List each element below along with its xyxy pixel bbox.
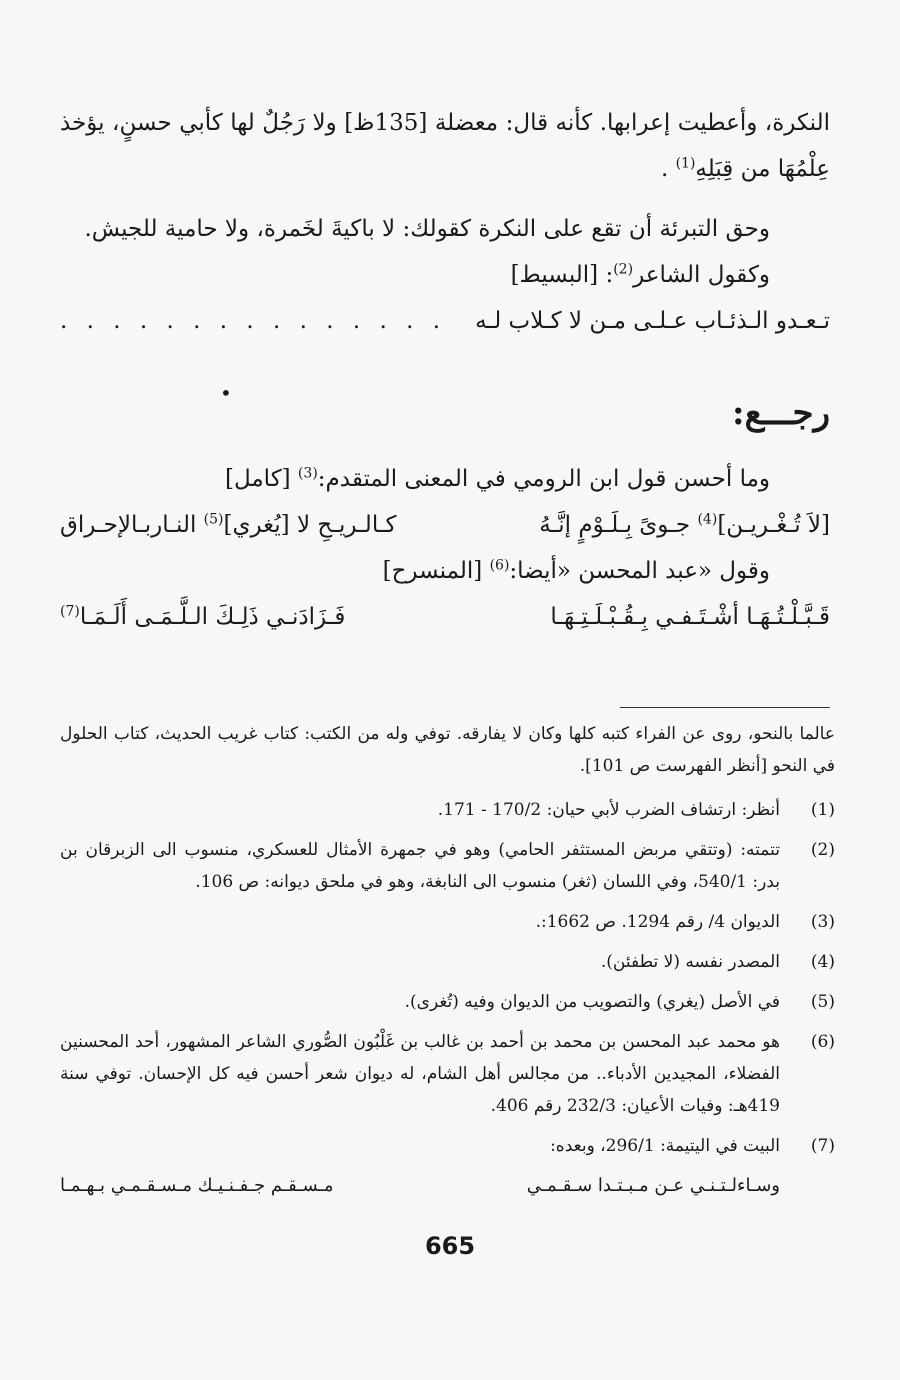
paragraph-3 [60, 252, 830, 298]
verse-3-second-text: فَـزَادَنـي ذَلِـكَ الـلَّـمَـى أَلَـمَـا [79, 604, 346, 630]
footnote-2 [60, 834, 835, 898]
footnote-6 [60, 1026, 835, 1122]
footnote-ref-4[interactable]: (4) [697, 511, 718, 528]
paragraph-4 [60, 456, 830, 502]
verse-3-second-hemistich [60, 594, 345, 640]
footnote-text: البيت في اليتيمة: 296/1، وبعده: [550, 1136, 780, 1156]
footnote-text: في الأصل (يغري) والتصويب من الديوان وفيه (تُغرى). [404, 992, 780, 1012]
footnote-number: (5) [810, 992, 835, 1012]
meter-label-kamil: [كامل] [224, 466, 298, 492]
footnote-verse [60, 1170, 835, 1202]
footnote-separator [620, 707, 830, 708]
footnote-ref-6[interactable]: (6) [489, 557, 510, 574]
verse-2-first-b: جـوىً بِـلَـوْمٍ إنَّـهُ [539, 512, 698, 538]
footnote-number: (7) [810, 1136, 835, 1156]
paragraph-4-text: وما أحسن قول ابن الرومي في المعنى المتقدم: [317, 466, 770, 492]
paragraph-1 [60, 100, 830, 192]
footnote-ref-7[interactable]: (7) [60, 603, 80, 620]
verse-1-hemistich: تـعـدو الـذئـاب عـلـى مـن لا كـلاب لـه [475, 308, 830, 334]
footnote-7 [60, 1130, 835, 1162]
footnote-ref-5[interactable]: (5) [203, 511, 224, 528]
footnote-3 [60, 906, 835, 938]
footnote-number: (6) [810, 1032, 835, 1052]
footnote-verse-first-hemistich: وسـاءلـتـنـي عـن مـبـتـدا سـقـمـي [526, 1175, 780, 1196]
paragraph-5-text: وقول «عبد المحسن «أيضا: [509, 558, 770, 584]
section-heading: رجـــع: [732, 393, 830, 433]
footnote-text: الديوان 4/ رقم 1294. ص 1662:. [535, 912, 780, 932]
footnotes [60, 718, 835, 1202]
verse-2-second-a: كـالـريـحِ لا [يُغري] [223, 512, 397, 538]
meter-label-basit: : [البسيط] [510, 262, 614, 288]
footnote-verse-second-hemistich: مـسـقـم جـفـنـيـك مـسـقـمـي بـهـمـا [60, 1175, 334, 1196]
paragraph-1-text: النكرة، وأعطيت إعرابها. كأنه قال: معضلة [135ظ] ولا رَجُلٌ لها كأبي حسنٍ، يؤخذ عِلْمُهَا من قِبَلِهِ [60, 110, 830, 182]
footnote-text: هو محمد عبد المحسن بن محمد بن أحمد بن غالب بن غَلْبُون الصُّوري الشاعر المشهور، أحد المحسنين الفضلاء، المجيدين الأدباء.. من مجالس أهل الشام، له ديوان شعر أحسن فيه كل الإحسان. توفي سنة 419هـ: وفيات الأعيان: 232/3 رقم 406. [60, 1032, 780, 1116]
footnote-text: تتمته: (وتتقي مربض المستثفر الحامي) وهو في جمهرة الأمثال للعسكري، منسوب الى الزبرقان بن بدر: 540/1، وفي اللسان (ثغر) منسوب الى النابغة، وهو في ملحق ديوانه: ص 106. [60, 840, 780, 892]
page-number: 665 [424, 1232, 476, 1260]
footnote-continuation: عالما بالنحو، روى عن الفراء كتبه كلها وكان لا يفارقه. توفي وله من الكتب: كتاب غريب الحديث، كتاب الحلول في النحو [أنظر الفهرست ص 101]. [60, 724, 835, 776]
paragraph-3-text: وكقول الشاعر [633, 262, 770, 288]
verse-2-first-a: [لاَ تُـغْـريـن] [717, 512, 830, 538]
footnote-ref-2[interactable]: (2) [613, 261, 634, 278]
footnote-number: (4) [810, 952, 835, 972]
paragraph-2: وحق التبرئة أن تقع على النكرة كقولك: لا باكيةَ لخَمرة، ولا حامية للجيش. [84, 216, 770, 242]
verse-2-second-b: النـاربـالإحـراق [60, 512, 204, 538]
paragraph-1-end: . [660, 156, 676, 182]
footnote-number: (2) [810, 840, 835, 860]
verse-2 [60, 502, 830, 548]
footnote-text: المصدر نفسه (لا تطفئن). [600, 952, 780, 972]
paragraph-5 [60, 548, 830, 594]
stray-dot-mark: • [220, 381, 232, 405]
footnote-number: (1) [810, 800, 835, 820]
verse-1-ellipsis: . . . . . . . . . . . . . . . [60, 308, 447, 334]
meter-label-munsarih: [المنسرح] [382, 558, 490, 584]
footnote-text: أنظر: ارتشاف الضرب لأبي حيان: 170/2 - 171. [437, 800, 780, 820]
verse-1 [60, 298, 830, 344]
footnote-number: (3) [810, 912, 835, 932]
verse-2-second-hemistich [60, 502, 397, 548]
footnote-ref-1[interactable]: (1) [675, 155, 696, 172]
verse-3 [60, 594, 830, 640]
main-text [60, 100, 830, 640]
footnote-ref-3[interactable]: (3) [297, 465, 318, 482]
footnote-1 [60, 794, 835, 826]
verse-2-first-hemistich [539, 502, 830, 548]
verse-3-first-hemistich: قَـبَّـلْـتُـهَـا أشْـتَـفـي بِـقُـبْـلَـتِـهَـا [550, 604, 830, 630]
footnote-4 [60, 946, 835, 978]
footnote-5 [60, 986, 835, 1018]
